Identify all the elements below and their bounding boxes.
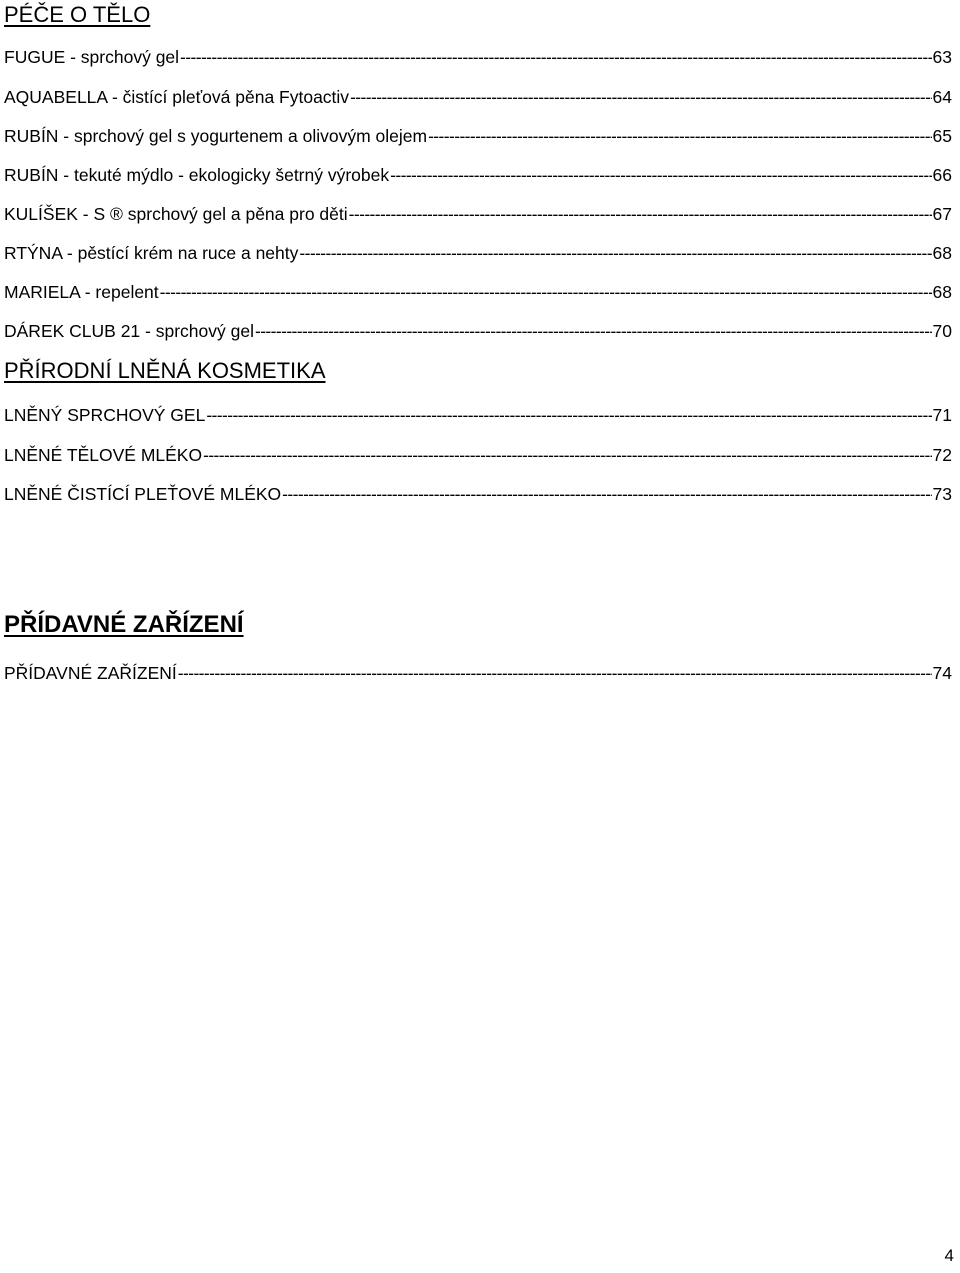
dot-leader — [282, 483, 931, 505]
dot-leader — [203, 444, 931, 466]
dot-leader — [178, 662, 932, 684]
toc-entry-title: RTÝNA - pěstící krém na ruce a nehty — [4, 243, 299, 263]
dot-leader — [160, 281, 932, 303]
dot-leader — [390, 164, 931, 186]
toc-entry-title: RUBÍN - sprchový gel s yogurtenem a olivovým olejem — [4, 126, 428, 146]
toc-entry-title: LNĚNÉ ČISTÍCÍ PLEŤOVÉ MLÉKO — [4, 484, 282, 504]
toc-entry — [4, 402, 952, 426]
toc-entry-page: 65 — [932, 126, 952, 146]
toc-entry-title: FUGUE - sprchový gel — [4, 47, 180, 67]
dot-leader — [299, 242, 931, 264]
toc-entry — [4, 481, 952, 505]
toc-entry-title: MARIELA - repelent — [4, 282, 159, 302]
dot-leader — [206, 404, 931, 426]
toc-entry-page: 71 — [932, 405, 952, 425]
toc-entry — [4, 660, 952, 684]
toc-entry — [4, 162, 952, 186]
toc-entry-title: LNĚNÉ TĚLOVÉ MLÉKO — [4, 445, 203, 465]
section-heading-pece-o-telo: PÉČE O TĚLO — [4, 2, 151, 27]
toc-entry-title: LNĚNÝ SPRCHOVÝ GEL — [4, 405, 206, 425]
dot-leader — [255, 320, 932, 342]
toc-entry-title: RUBÍN - tekuté mýdlo - ekologicky šetrný výrobek — [4, 165, 390, 185]
toc-entry-title: DÁREK CLUB 21 - sprchový gel — [4, 321, 254, 341]
dot-leader — [180, 46, 931, 68]
toc-entry — [4, 240, 952, 264]
toc-entry-page: 72 — [932, 445, 952, 465]
toc-entry-page: 68 — [932, 282, 952, 302]
toc-entry — [4, 279, 952, 303]
toc-entry-page: 70 — [932, 321, 952, 341]
toc-entry — [4, 318, 952, 342]
toc-entry-page: 64 — [932, 87, 952, 107]
toc-entry-page: 68 — [932, 243, 952, 263]
dot-leader — [349, 203, 932, 225]
toc-entry — [4, 44, 952, 68]
page-number: 4 — [944, 1246, 954, 1265]
dot-leader — [428, 125, 931, 147]
toc-entry-title: KULÍŠEK - S ® sprchový gel a pěna pro děti — [4, 204, 348, 224]
dot-leader — [350, 86, 931, 108]
toc-entry — [4, 84, 952, 108]
toc-entry-page: 67 — [932, 204, 952, 224]
toc-entry-page: 73 — [932, 484, 952, 504]
toc-entry — [4, 201, 952, 225]
toc-entry-title: AQUABELLA - čistící pleťová pěna Fytoactiv — [4, 87, 350, 107]
section-heading-prirodni-lnena-kosmetika: PŘÍRODNÍ LNĚNÁ KOSMETIKA — [4, 358, 326, 383]
toc-entry-title: PŘÍDAVNÉ ZAŘÍZENÍ — [4, 663, 177, 683]
toc-entry — [4, 442, 952, 466]
toc-entry-page: 74 — [932, 663, 952, 683]
section-heading-pridavne-zarizeni: PŘÍDAVNÉ ZAŘÍZENÍ — [4, 611, 244, 638]
toc-entry-page: 63 — [932, 47, 952, 67]
toc-entry-page: 66 — [932, 165, 952, 185]
toc-entry — [4, 123, 952, 147]
